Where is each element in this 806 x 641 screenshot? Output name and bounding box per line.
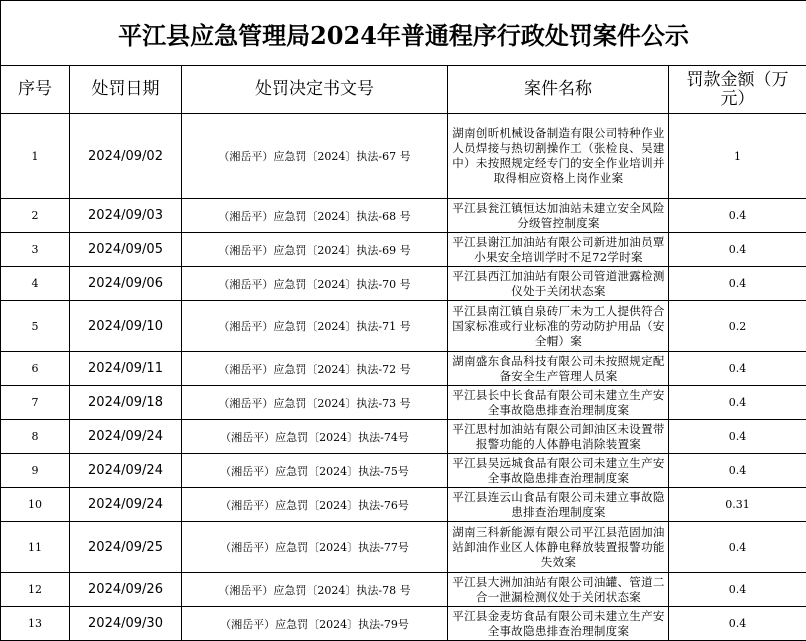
cell-date: 2024/09/18 (70, 386, 182, 420)
cell-date: 2024/09/24 (70, 454, 182, 488)
header-name: 案件名称 (448, 66, 669, 114)
cell-doc: （湘岳平）应急罚〔2024〕执法-78 号 (182, 573, 448, 607)
cell-amount: 0.4 (669, 607, 806, 641)
cell-doc: （湘岳平）应急罚〔2024〕执法-75号 (182, 454, 448, 488)
cell-no: 1 (1, 114, 70, 199)
cell-date: 2024/09/06 (70, 267, 182, 301)
cell-case-name: 平江县长中长食品有限公司未建立生产安全事故隐患排查治理制度案 (448, 386, 669, 420)
cell-no: 8 (1, 420, 70, 454)
table-row (1, 199, 806, 233)
cell-date: 2024/09/30 (70, 607, 182, 641)
cell-date: 2024/09/05 (70, 233, 182, 267)
cell-amount: 0.4 (669, 522, 806, 573)
header-date: 处罚日期 (70, 66, 182, 114)
cell-case-name: 平江县西江加油站有限公司管道泄露检测仪处于关闭状态案 (448, 267, 669, 301)
table-row (1, 386, 806, 420)
cell-amount: 0.4 (669, 267, 806, 301)
cell-amount: 0.4 (669, 233, 806, 267)
cell-case-name: 平江县金麦坊食品有限公司未建立生产安全事故隐患排查治理制度案 (448, 607, 669, 641)
cell-amount: 0.31 (669, 488, 806, 522)
cell-doc: （湘岳平）应急罚〔2024〕执法-73 号 (182, 386, 448, 420)
table-row (1, 301, 806, 352)
cell-no: 7 (1, 386, 70, 420)
cell-doc: （湘岳平）应急罚〔2024〕执法-76号 (182, 488, 448, 522)
table-row (1, 352, 806, 386)
cell-amount: 0.4 (669, 352, 806, 386)
table-row (1, 420, 806, 454)
header-doc: 处罚决定书文号 (182, 66, 448, 114)
cell-case-name: 平江思村加油站有限公司卸油区未设置带报警功能的人体静电消除装置案 (448, 420, 669, 454)
cell-amount: 0.4 (669, 573, 806, 607)
cell-amount: 0.4 (669, 454, 806, 488)
table-row (1, 454, 806, 488)
page-title: 平江县应急管理局2024年普通程序行政处罚案件公示 (1, 1, 806, 66)
header-no: 序号 (1, 66, 70, 114)
cell-doc: （湘岳平）应急罚〔2024〕执法-79号 (182, 607, 448, 641)
table-row (1, 488, 806, 522)
table-row (1, 267, 806, 301)
table-header-row (1, 66, 806, 114)
cell-case-name: 平江县谢江加油站有限公司新进加油员覃小果安全培训学时不足72学时案 (448, 233, 669, 267)
cell-amount: 0.4 (669, 199, 806, 233)
cell-doc: （湘岳平）应急罚〔2024〕执法-72 号 (182, 352, 448, 386)
cell-amount: 0.4 (669, 420, 806, 454)
table-row (1, 522, 806, 573)
cell-doc: （湘岳平）应急罚〔2024〕执法-74号 (182, 420, 448, 454)
cell-doc: （湘岳平）应急罚〔2024〕执法-77号 (182, 522, 448, 573)
cell-doc: （湘岳平）应急罚〔2024〕执法-71 号 (182, 301, 448, 352)
cell-case-name: 平江县连云山食品有限公司未建立事故隐患排查治理制度案 (448, 488, 669, 522)
cell-amount: 1 (669, 114, 806, 199)
table-row (1, 607, 806, 641)
cell-date: 2024/09/25 (70, 522, 182, 573)
cell-date: 2024/09/24 (70, 420, 182, 454)
cell-case-name: 湖南盛东食品科技有限公司未按照规定配备安全生产管理人员案 (448, 352, 669, 386)
cell-no: 13 (1, 607, 70, 641)
cell-no: 4 (1, 267, 70, 301)
cell-doc: （湘岳平）应急罚〔2024〕执法-69 号 (182, 233, 448, 267)
cell-no: 9 (1, 454, 70, 488)
cell-date: 2024/09/11 (70, 352, 182, 386)
cell-doc: （湘岳平）应急罚〔2024〕执法-70 号 (182, 267, 448, 301)
header-amount: 罚款金额（万元） (669, 66, 806, 114)
table-row (1, 114, 806, 199)
cell-case-name: 平江县吴远城食品有限公司未建立生产安全事故隐患排查治理制度案 (448, 454, 669, 488)
cell-date: 2024/09/24 (70, 488, 182, 522)
table-body (1, 114, 806, 641)
cell-date: 2024/09/02 (70, 114, 182, 199)
table-row (1, 233, 806, 267)
cell-case-name: 平江县瓮江镇恒达加油站未建立安全风险分级管控制度案 (448, 199, 669, 233)
cell-doc: （湘岳平）应急罚〔2024〕执法-68 号 (182, 199, 448, 233)
cell-date: 2024/09/03 (70, 199, 182, 233)
cell-case-name: 湖南三科新能源有限公司平江县范固加油站卸油作业区人体静电释放装置报警功能失效案 (448, 522, 669, 573)
cell-no: 12 (1, 573, 70, 607)
cell-no: 3 (1, 233, 70, 267)
cell-amount: 0.4 (669, 386, 806, 420)
cell-case-name: 平江县南江镇自泉砖厂未为工人提供符合国家标准或行业标准的劳动防护用品（安全帽）案 (448, 301, 669, 352)
cell-no: 6 (1, 352, 70, 386)
cell-no: 11 (1, 522, 70, 573)
cell-no: 5 (1, 301, 70, 352)
cell-date: 2024/09/26 (70, 573, 182, 607)
cell-no: 2 (1, 199, 70, 233)
cell-case-name: 平江县大洲加油站有限公司油罐、管道二合一泄漏检测仪处于关闭状态案 (448, 573, 669, 607)
cell-doc: （湘岳平）应急罚〔2024〕执法-67 号 (182, 114, 448, 199)
cell-date: 2024/09/10 (70, 301, 182, 352)
cell-amount: 0.2 (669, 301, 806, 352)
cell-case-name: 湖南创昕机械设备制造有限公司特种作业人员焊接与热切割操作工（张检良、吴建中）未按照规定经专门的安全作业培训并取得相应资格上岗作业案 (448, 114, 669, 199)
cell-no: 10 (1, 488, 70, 522)
table-row (1, 573, 806, 607)
